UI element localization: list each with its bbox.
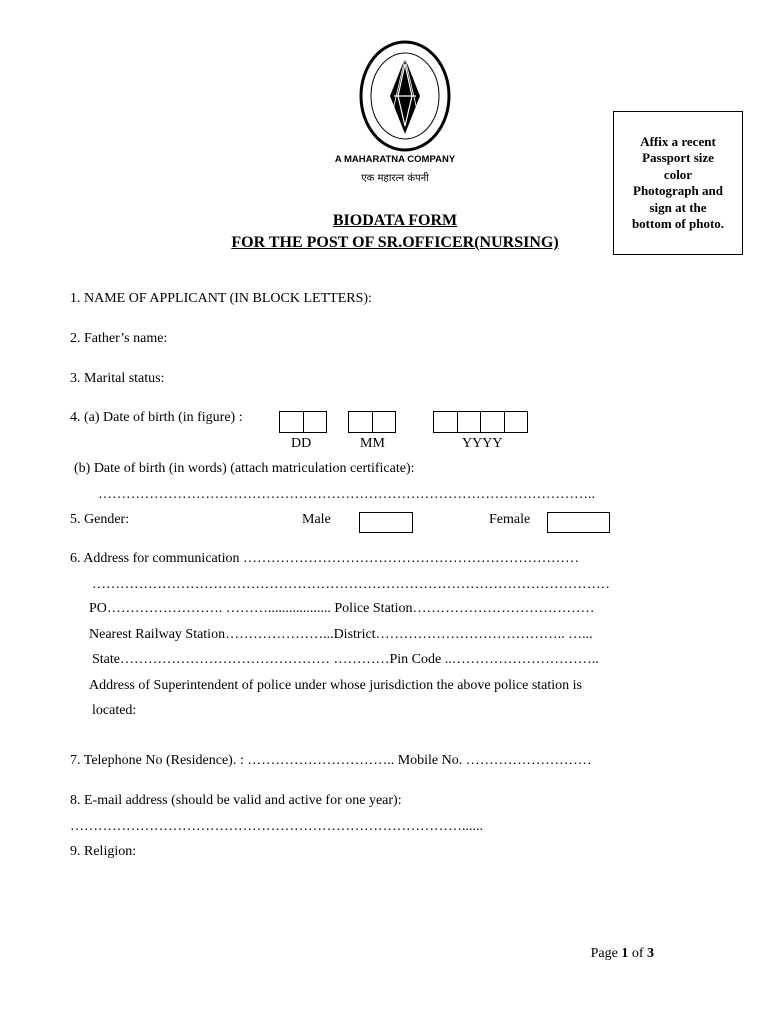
dob-mm-label: MM bbox=[360, 436, 385, 451]
field-name: 1. NAME OF APPLICANT (IN BLOCK LETTERS): bbox=[70, 291, 372, 306]
field-address: 6. Address for communication ……………………………………………………………… bbox=[70, 551, 580, 566]
dob-words-dots: …………………………………………………………………………………………….. bbox=[98, 487, 595, 502]
dob-dd-label: DD bbox=[291, 436, 312, 451]
gender-female-label: Female bbox=[489, 512, 531, 527]
company-tagline: A MAHARATNA COMPANY bbox=[334, 154, 456, 165]
field-dob-figure: 4. (a) Date of birth (in figure) : bbox=[70, 410, 243, 425]
page-number: Page 1 of 3 bbox=[590, 946, 654, 961]
dob-yyyy-label: YYYY bbox=[462, 436, 503, 451]
photo-instructions: Affix a recent Passport size color Photograph and sign at the bottom of photo. bbox=[631, 133, 725, 231]
coal-india-logo bbox=[358, 40, 452, 152]
form-title: BIODATA FORM bbox=[332, 212, 458, 229]
gender-male-box[interactable] bbox=[359, 512, 413, 533]
field-father-name: 2. Father’s name: bbox=[70, 331, 168, 346]
dob-mm-boxes[interactable] bbox=[348, 411, 396, 433]
form-subtitle: FOR THE POST OF SR.OFFICER(NURSING) bbox=[231, 234, 559, 251]
sp-address-line-2: located: bbox=[92, 703, 137, 718]
field-gender: 5. Gender: bbox=[70, 512, 130, 527]
field-dob-words: (b) Date of birth (in words) (attach matriculation certificate): bbox=[74, 461, 415, 476]
gender-female-box[interactable] bbox=[547, 512, 610, 533]
email-dots: …………………………………………………………………………...... bbox=[70, 819, 483, 834]
company-tagline-hindi: एक महारत्न कंपनी bbox=[361, 173, 429, 184]
gender-male-label: Male bbox=[302, 512, 331, 527]
address-line-2: ………………………………………………………………………………………………… bbox=[92, 577, 610, 592]
address-po-line: PO……………………. ……….................. Police Station………………………………… bbox=[89, 601, 595, 616]
field-email: 8. E-mail address (should be valid and active for one year): bbox=[70, 793, 402, 808]
dob-dd-boxes[interactable] bbox=[279, 411, 327, 433]
dob-yyyy-boxes[interactable] bbox=[433, 411, 528, 433]
field-telephone: 7. Telephone No (Residence). : ………………………….. Mobile No. ……………………… bbox=[70, 753, 592, 768]
address-state-line: State……………………………………… …………Pin Code ..………………………….. bbox=[92, 652, 599, 667]
field-religion: 9. Religion: bbox=[70, 844, 137, 859]
sp-address-line-1: Address of Superintendent of police under whose jurisdiction the above police station is bbox=[89, 678, 583, 693]
address-railway-line: Nearest Railway Station…………………...District………………………………….. …... bbox=[89, 627, 593, 642]
field-marital-status: 3. Marital status: bbox=[70, 371, 165, 386]
